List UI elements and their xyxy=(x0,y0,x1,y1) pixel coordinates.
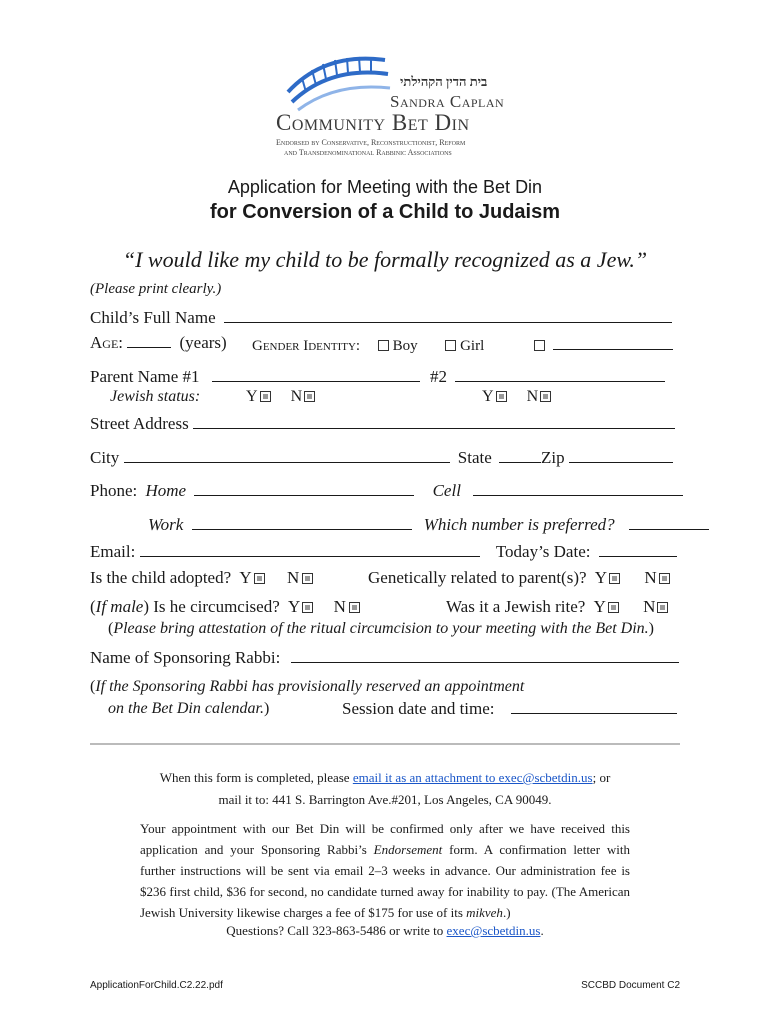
street-row xyxy=(90,414,675,434)
attestation-row xyxy=(108,620,654,638)
questions-pre: Questions? Call 323-863-5486 or write to xyxy=(226,923,447,938)
completed-pre: When this form is completed, please xyxy=(159,770,353,785)
circumcised-open-paren: ( xyxy=(90,597,96,616)
other-gender-field[interactable] xyxy=(553,335,673,350)
title-line1: Application for Meeting with the Bet Din xyxy=(227,177,543,197)
girl-checkbox[interactable] xyxy=(445,340,456,351)
session-label: Session date and time: xyxy=(342,699,495,718)
session-field[interactable] xyxy=(511,699,677,714)
logo-arcs-icon xyxy=(280,52,400,112)
todays-date-label: Today’s Date: xyxy=(495,542,591,561)
jewish-rite-label: Was it a Jewish rite? xyxy=(446,597,586,616)
parent1-y-label: Y xyxy=(246,388,258,405)
gender-label: Gender Identity: xyxy=(252,338,361,354)
info-post: .) xyxy=(502,905,511,920)
adopted-n-checkbox[interactable] xyxy=(302,573,313,584)
boy-checkbox[interactable] xyxy=(378,340,389,351)
email-attachment-link[interactable]: email it as an attachment to exec@scbetdin.us xyxy=(352,770,593,785)
title-line2: for Conversion of a Child to Judaism xyxy=(209,201,561,223)
divider xyxy=(90,743,680,745)
child-name-label: Child’s Full Name xyxy=(90,308,216,327)
age-field[interactable] xyxy=(127,333,171,348)
genetic-n-checkbox[interactable] xyxy=(659,573,670,584)
session-row xyxy=(342,699,677,719)
genetic-y-label: Y xyxy=(594,568,608,587)
todays-date-field[interactable] xyxy=(599,542,677,557)
parent1-n-label: N xyxy=(290,388,303,405)
age-row xyxy=(90,333,227,353)
boy-label: Boy xyxy=(392,338,418,354)
work-label: Work xyxy=(148,515,184,534)
circumcised-label: ) Is he circumcised? xyxy=(143,597,280,616)
adopted-label: Is the child adopted? xyxy=(90,568,232,587)
work-phone-field[interactable] xyxy=(192,515,412,530)
parent1-y-checkbox[interactable] xyxy=(260,391,271,402)
logo-endorse-line1: Endorsed by Conservative, Reconstructionist, Reform xyxy=(276,138,466,147)
phone-label: Phone: xyxy=(90,481,138,500)
logo-endorse-line2: and Transdenominational Rabbinic Associations xyxy=(284,148,452,157)
genetic-label: Genetically related to parent(s)? xyxy=(368,568,587,587)
state-field[interactable] xyxy=(499,448,541,463)
zip-field[interactable] xyxy=(569,448,673,463)
parent1-field[interactable] xyxy=(212,367,420,382)
parent2-status xyxy=(482,388,551,406)
cell-label: Cell xyxy=(432,481,461,500)
logo-name-line2: Community Bet Din xyxy=(276,110,470,135)
reserved-close-paren: ) xyxy=(263,700,270,717)
logo xyxy=(270,52,510,160)
city-field[interactable] xyxy=(124,448,450,463)
city-label: City xyxy=(90,448,120,467)
circumcised-n-label: N xyxy=(333,597,346,616)
print-note-text: (Please print clearly.) xyxy=(90,281,222,297)
questions-email-link[interactable]: exec@scbetdin.us xyxy=(446,923,541,938)
info-paragraph xyxy=(140,818,630,923)
adopted-y-label: Y xyxy=(239,568,252,587)
parent2-y-checkbox[interactable] xyxy=(496,391,507,402)
adopted-y-checkbox[interactable] xyxy=(254,573,265,584)
info-endorsement: Endorsement xyxy=(373,842,443,857)
info-mikveh: mikveh xyxy=(466,905,503,920)
other-gender-checkbox[interactable] xyxy=(534,340,545,351)
gender-row xyxy=(252,335,673,355)
email-field[interactable] xyxy=(140,542,480,557)
circumcised-row xyxy=(90,597,360,617)
rabbi-row xyxy=(90,648,679,668)
home-phone-field[interactable] xyxy=(194,481,414,496)
state-label: State xyxy=(457,448,492,467)
reserved-line2 xyxy=(108,700,269,718)
email-row xyxy=(90,542,677,562)
age-label: Age: xyxy=(90,333,123,352)
parent1-label: Parent Name #1 xyxy=(90,367,200,386)
completed-line xyxy=(0,770,770,786)
adopted-row xyxy=(90,568,313,588)
circumcised-n-checkbox[interactable] xyxy=(349,602,360,613)
street-field[interactable] xyxy=(193,414,675,429)
child-name-row xyxy=(90,308,672,328)
reserved-open-paren: ( xyxy=(90,678,96,695)
questions-post: . xyxy=(540,923,544,938)
cell-phone-field[interactable] xyxy=(473,481,683,496)
jewish-rite-row xyxy=(446,597,668,617)
street-label: Street Address xyxy=(90,414,189,433)
genetic-row xyxy=(368,568,670,588)
rite-y-label: Y xyxy=(593,597,606,616)
rite-n-label: N xyxy=(643,597,656,616)
circumcised-y-checkbox[interactable] xyxy=(302,602,313,613)
reserved-text2: on the Bet Din calendar. xyxy=(108,700,264,717)
parent1-status xyxy=(246,388,315,406)
logo-name-line1: Sandra Caplan xyxy=(390,92,505,111)
genetic-y-checkbox[interactable] xyxy=(609,573,620,584)
reserved-line1 xyxy=(90,678,524,696)
rite-y-checkbox[interactable] xyxy=(608,602,619,613)
footer-filename: ApplicationForChild.C2.22.pdf xyxy=(90,980,223,991)
adopted-n-label: N xyxy=(286,568,300,587)
info-pre: Your appointment with our Bet Din will be confirmed only after we have received this application and your Sponsoring Rabbi’s xyxy=(140,821,630,857)
jewish-status-label: Jewish status: xyxy=(110,388,201,405)
which-number-label: Which number is preferred? xyxy=(423,515,615,534)
logo-hebrew: בית הדין הקהילתי xyxy=(400,74,488,89)
mail-line xyxy=(0,792,770,808)
jewish-status-row xyxy=(110,388,200,406)
parent2-y-label: Y xyxy=(482,388,494,405)
parent2-label: #2 xyxy=(430,367,448,386)
rabbi-label: Name of Sponsoring Rabbi: xyxy=(90,648,281,667)
genetic-n-label: N xyxy=(644,568,657,587)
completed-post: ; or xyxy=(592,770,611,785)
phone-row xyxy=(90,481,683,501)
rabbi-field[interactable] xyxy=(291,648,679,663)
info-mid: form. A confirmation letter with further instructions will be sent via email 2–3 weeks in advance. Our administration fee is $236 first child, $36 for second, no candidate turned away for inability to pay. (The American Jewish University likewise charges a fee of $175 for use of its xyxy=(140,842,631,920)
print-note xyxy=(90,281,221,298)
footer-doc-id: SCCBD Document C2 xyxy=(581,980,680,991)
work-row xyxy=(148,515,709,535)
attestation-close-paren: ) xyxy=(648,620,654,637)
preferred-number-field[interactable] xyxy=(629,515,709,530)
email-label: Email: xyxy=(90,542,136,561)
parent2-n-checkbox[interactable] xyxy=(540,391,551,402)
if-male-label: If male xyxy=(95,597,144,616)
parent2-n-label: N xyxy=(526,388,539,405)
attestation-text: Please bring attestation of the ritual circumcision to your meeting with the Bet Din. xyxy=(113,620,649,637)
parent2-field[interactable] xyxy=(455,367,665,382)
questions-line xyxy=(0,923,770,939)
child-name-field[interactable] xyxy=(224,308,672,323)
city-row xyxy=(90,448,673,468)
circumcised-y-label: Y xyxy=(288,597,301,616)
reserved-text1: If the Sponsoring Rabbi has provisionally reserved an appointment xyxy=(95,678,525,695)
rite-n-checkbox[interactable] xyxy=(657,602,668,613)
years-label: (years) xyxy=(179,333,227,352)
zip-label: Zip xyxy=(541,448,565,467)
parent-row xyxy=(90,367,665,387)
quote: “I would like my child to be formally recognized as a Jew.” xyxy=(122,247,648,272)
attestation-open-paren: ( xyxy=(108,620,114,637)
mail-text: mail it to: 441 S. Barrington Ave.#201, Los Angeles, CA 90049. xyxy=(218,792,552,807)
parent1-n-checkbox[interactable] xyxy=(304,391,315,402)
home-label: Home xyxy=(145,481,187,500)
girl-label: Girl xyxy=(460,338,485,354)
